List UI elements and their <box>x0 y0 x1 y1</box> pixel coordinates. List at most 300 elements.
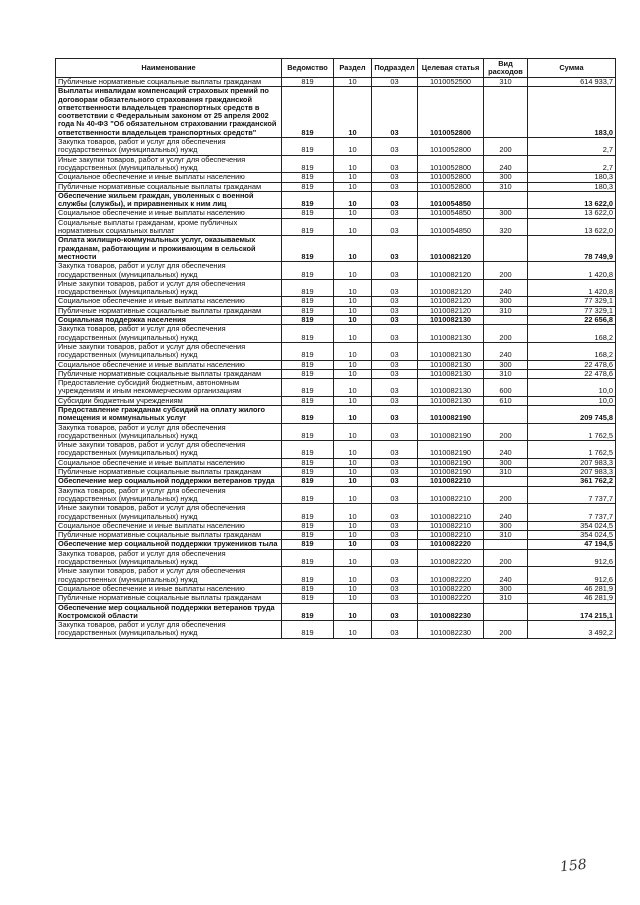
cell-celevaya-statya: 1010082230 <box>418 621 484 639</box>
cell-vid-rashodov: 200 <box>484 325 528 343</box>
cell-vedomstvo: 819 <box>282 603 334 621</box>
cell-podrazdel: 03 <box>372 594 418 603</box>
cell-celevaya-statya: 1010082210 <box>418 477 484 486</box>
cell-razdel: 10 <box>334 584 372 593</box>
cell-razdel: 10 <box>334 531 372 540</box>
table-row <box>56 423 616 441</box>
cell-podrazdel: 03 <box>372 262 418 280</box>
cell-podrazdel: 03 <box>372 584 418 593</box>
cell-vid-rashodov: 240 <box>484 567 528 585</box>
cell-summa: 46 281,9 <box>528 584 616 593</box>
cell-celevaya-statya: 1010054850 <box>418 191 484 209</box>
cell-vid-rashodov <box>484 477 528 486</box>
cell-vid-rashodov <box>484 316 528 325</box>
cell-name: Закупка товаров, работ и услуг для обеспечения государственных (муниципальных) нужд <box>56 138 282 156</box>
cell-name: Обеспечение мер социальной поддержки ветеранов труда Костромской области <box>56 603 282 621</box>
cell-vedomstvo: 819 <box>282 306 334 315</box>
cell-vedomstvo: 819 <box>282 342 334 360</box>
cell-celevaya-statya: 1010082130 <box>418 379 484 397</box>
table-row <box>56 325 616 343</box>
table-row <box>56 379 616 397</box>
cell-celevaya-statya: 1010052800 <box>418 155 484 173</box>
cell-vedomstvo: 819 <box>282 209 334 218</box>
cell-name: Социальное обеспечение и иные выплаты населению <box>56 297 282 306</box>
cell-summa: 46 281,9 <box>528 594 616 603</box>
table-row <box>56 504 616 522</box>
cell-vid-rashodov: 240 <box>484 279 528 297</box>
cell-razdel: 10 <box>334 342 372 360</box>
cell-celevaya-statya: 1010082120 <box>418 306 484 315</box>
table-row <box>56 540 616 549</box>
cell-vedomstvo: 819 <box>282 316 334 325</box>
cell-vid-rashodov: 310 <box>484 182 528 191</box>
cell-razdel: 10 <box>334 540 372 549</box>
cell-razdel: 10 <box>334 87 372 138</box>
cell-name: Оплата жилищно-коммунальных услуг, оказываемых гражданам, работающим и проживающим в сельской местности <box>56 236 282 262</box>
cell-summa: 13 622,0 <box>528 191 616 209</box>
table-row <box>56 306 616 315</box>
cell-celevaya-statya: 1010082210 <box>418 504 484 522</box>
table-row <box>56 191 616 209</box>
cell-razdel: 10 <box>334 306 372 315</box>
cell-summa: 2,7 <box>528 138 616 156</box>
header-celevaya-statya: Целевая статья <box>418 59 484 78</box>
cell-celevaya-statya: 1010082210 <box>418 531 484 540</box>
table-row <box>56 549 616 567</box>
table-row <box>56 262 616 280</box>
cell-celevaya-statya: 1010082120 <box>418 279 484 297</box>
cell-name: Публичные нормативные социальные выплаты гражданам <box>56 468 282 477</box>
cell-celevaya-statya: 1010082210 <box>418 521 484 530</box>
cell-vid-rashodov: 240 <box>484 155 528 173</box>
cell-summa: 7 737,7 <box>528 486 616 504</box>
cell-vid-rashodov: 200 <box>484 262 528 280</box>
cell-podrazdel: 03 <box>372 540 418 549</box>
cell-vid-rashodov: 320 <box>484 218 528 236</box>
table-row <box>56 155 616 173</box>
cell-podrazdel: 03 <box>372 521 418 530</box>
cell-podrazdel: 03 <box>372 603 418 621</box>
cell-vid-rashodov: 240 <box>484 342 528 360</box>
cell-vedomstvo: 819 <box>282 360 334 369</box>
cell-vedomstvo: 819 <box>282 594 334 603</box>
cell-summa: 180,3 <box>528 182 616 191</box>
cell-name: Социальное обеспечение и иные выплаты населению <box>56 173 282 182</box>
cell-summa: 78 749,9 <box>528 236 616 262</box>
cell-summa: 1 420,8 <box>528 262 616 280</box>
cell-vedomstvo: 819 <box>282 396 334 405</box>
cell-celevaya-statya: 1010052800 <box>418 182 484 191</box>
cell-name: Закупка товаров, работ и услуг для обеспечения государственных (муниципальных) нужд <box>56 549 282 567</box>
cell-podrazdel: 03 <box>372 87 418 138</box>
cell-celevaya-statya: 1010082220 <box>418 584 484 593</box>
cell-razdel: 10 <box>334 191 372 209</box>
table-row <box>56 458 616 467</box>
table-row <box>56 173 616 182</box>
cell-name: Иные закупки товаров, работ и услуг для обеспечения государственных (муниципальных) нужд <box>56 567 282 585</box>
table-header-row <box>56 59 616 78</box>
cell-vid-rashodov <box>484 236 528 262</box>
cell-vedomstvo: 819 <box>282 87 334 138</box>
cell-name: Предоставление гражданам субсидий на оплату жилого помещения и коммунальных услуг <box>56 405 282 423</box>
cell-vedomstvo: 819 <box>282 621 334 639</box>
cell-vedomstvo: 819 <box>282 379 334 397</box>
header-name: Наименование <box>56 59 282 78</box>
cell-podrazdel: 03 <box>372 369 418 378</box>
cell-vid-rashodov: 300 <box>484 209 528 218</box>
cell-name: Иные закупки товаров, работ и услуг для обеспечения государственных (муниципальных) нужд <box>56 279 282 297</box>
cell-vedomstvo: 819 <box>282 236 334 262</box>
cell-razdel: 10 <box>334 209 372 218</box>
cell-vedomstvo: 819 <box>282 531 334 540</box>
cell-name: Иные закупки товаров, работ и услуг для обеспечения государственных (муниципальных) нужд <box>56 504 282 522</box>
cell-summa: 174 215,1 <box>528 603 616 621</box>
cell-name: Обеспечение мер социальной поддержки тружеников тыла <box>56 540 282 549</box>
cell-vedomstvo: 819 <box>282 549 334 567</box>
cell-razdel: 10 <box>334 218 372 236</box>
cell-vedomstvo: 819 <box>282 486 334 504</box>
cell-vid-rashodov: 300 <box>484 360 528 369</box>
cell-podrazdel: 03 <box>372 396 418 405</box>
cell-celevaya-statya: 1010082190 <box>418 423 484 441</box>
cell-podrazdel: 03 <box>372 155 418 173</box>
cell-vid-rashodov: 300 <box>484 584 528 593</box>
cell-summa: 13 622,0 <box>528 209 616 218</box>
cell-podrazdel: 03 <box>372 306 418 315</box>
cell-summa: 13 622,0 <box>528 218 616 236</box>
cell-vedomstvo: 819 <box>282 540 334 549</box>
cell-summa: 912,6 <box>528 549 616 567</box>
cell-summa: 77 329,1 <box>528 306 616 315</box>
table-row <box>56 477 616 486</box>
cell-vid-rashodov: 200 <box>484 549 528 567</box>
cell-razdel: 10 <box>334 441 372 459</box>
cell-vedomstvo: 819 <box>282 191 334 209</box>
cell-razdel: 10 <box>334 297 372 306</box>
cell-celevaya-statya: 1010082220 <box>418 594 484 603</box>
table-row <box>56 405 616 423</box>
cell-name: Иные закупки товаров, работ и услуг для обеспечения государственных (муниципальных) нужд <box>56 342 282 360</box>
table-row <box>56 468 616 477</box>
cell-vedomstvo: 819 <box>282 468 334 477</box>
cell-name: Публичные нормативные социальные выплаты гражданам <box>56 306 282 315</box>
cell-razdel: 10 <box>334 262 372 280</box>
cell-name: Закупка товаров, работ и услуг для обеспечения государственных (муниципальных) нужд <box>56 621 282 639</box>
cell-podrazdel: 03 <box>372 297 418 306</box>
table-row <box>56 360 616 369</box>
cell-razdel: 10 <box>334 486 372 504</box>
table-row <box>56 297 616 306</box>
header-vedomstvo: Ведомство <box>282 59 334 78</box>
cell-name: Закупка товаров, работ и услуг для обеспечения государственных (муниципальных) нужд <box>56 262 282 280</box>
cell-vedomstvo: 819 <box>282 458 334 467</box>
cell-summa: 209 745,8 <box>528 405 616 423</box>
cell-vid-rashodov: 200 <box>484 486 528 504</box>
cell-summa: 77 329,1 <box>528 297 616 306</box>
cell-podrazdel: 03 <box>372 441 418 459</box>
cell-summa: 22 478,6 <box>528 369 616 378</box>
cell-vedomstvo: 819 <box>282 325 334 343</box>
cell-razdel: 10 <box>334 369 372 378</box>
cell-name: Иные закупки товаров, работ и услуг для обеспечения государственных (муниципальных) нужд <box>56 155 282 173</box>
cell-vedomstvo: 819 <box>282 173 334 182</box>
table-row <box>56 218 616 236</box>
cell-podrazdel: 03 <box>372 549 418 567</box>
cell-summa: 10,0 <box>528 379 616 397</box>
cell-podrazdel: 03 <box>372 191 418 209</box>
cell-name: Публичные нормативные социальные выплаты гражданам <box>56 182 282 191</box>
cell-summa: 614 933,7 <box>528 78 616 87</box>
cell-razdel: 10 <box>334 423 372 441</box>
cell-razdel: 10 <box>334 360 372 369</box>
cell-summa: 361 762,2 <box>528 477 616 486</box>
cell-summa: 354 024,5 <box>528 531 616 540</box>
cell-podrazdel: 03 <box>372 379 418 397</box>
cell-vid-rashodov: 300 <box>484 458 528 467</box>
cell-celevaya-statya: 1010082190 <box>418 468 484 477</box>
cell-celevaya-statya: 1010082130 <box>418 342 484 360</box>
table-row <box>56 209 616 218</box>
cell-vid-rashodov: 610 <box>484 396 528 405</box>
cell-podrazdel: 03 <box>372 182 418 191</box>
cell-vedomstvo: 819 <box>282 218 334 236</box>
cell-vid-rashodov <box>484 603 528 621</box>
cell-summa: 47 194,5 <box>528 540 616 549</box>
cell-name: Закупка товаров, работ и услуг для обеспечения государственных (муниципальных) нужд <box>56 325 282 343</box>
cell-razdel: 10 <box>334 521 372 530</box>
cell-celevaya-statya: 1010082120 <box>418 297 484 306</box>
table-row <box>56 342 616 360</box>
cell-name: Иные закупки товаров, работ и услуг для обеспечения государственных (муниципальных) нужд <box>56 441 282 459</box>
table-row <box>56 279 616 297</box>
cell-vid-rashodov: 300 <box>484 173 528 182</box>
cell-podrazdel: 03 <box>372 405 418 423</box>
cell-celevaya-statya: 1010052500 <box>418 78 484 87</box>
table-row <box>56 531 616 540</box>
cell-vid-rashodov: 240 <box>484 441 528 459</box>
cell-podrazdel: 03 <box>372 342 418 360</box>
cell-vedomstvo: 819 <box>282 504 334 522</box>
cell-podrazdel: 03 <box>372 236 418 262</box>
cell-celevaya-statya: 1010082130 <box>418 369 484 378</box>
table-row <box>56 441 616 459</box>
cell-name: Социальное обеспечение и иные выплаты населению <box>56 584 282 593</box>
cell-name: Публичные нормативные социальные выплаты гражданам <box>56 369 282 378</box>
cell-name: Обеспечение мер социальной поддержки ветеранов труда <box>56 477 282 486</box>
cell-celevaya-statya: 1010082220 <box>418 567 484 585</box>
cell-celevaya-statya: 1010082190 <box>418 458 484 467</box>
cell-celevaya-statya: 1010082210 <box>418 486 484 504</box>
cell-podrazdel: 03 <box>372 504 418 522</box>
cell-razdel: 10 <box>334 594 372 603</box>
table-row <box>56 138 616 156</box>
handwritten-page-number: 158 <box>559 856 588 876</box>
cell-vedomstvo: 819 <box>282 182 334 191</box>
cell-vedomstvo: 819 <box>282 138 334 156</box>
table-row <box>56 78 616 87</box>
cell-podrazdel: 03 <box>372 531 418 540</box>
table-row <box>56 603 616 621</box>
cell-vedomstvo: 819 <box>282 423 334 441</box>
cell-razdel: 10 <box>334 325 372 343</box>
cell-summa: 7 737,7 <box>528 504 616 522</box>
cell-podrazdel: 03 <box>372 567 418 585</box>
cell-celevaya-statya: 1010052800 <box>418 138 484 156</box>
cell-name: Публичные нормативные социальные выплаты гражданам <box>56 531 282 540</box>
table-row <box>56 396 616 405</box>
cell-vid-rashodov: 300 <box>484 297 528 306</box>
cell-vedomstvo: 819 <box>282 477 334 486</box>
cell-celevaya-statya: 1010052800 <box>418 173 484 182</box>
cell-vedomstvo: 819 <box>282 405 334 423</box>
cell-vedomstvo: 819 <box>282 369 334 378</box>
cell-vid-rashodov: 310 <box>484 468 528 477</box>
cell-name: Закупка товаров, работ и услуг для обеспечения государственных (муниципальных) нужд <box>56 423 282 441</box>
table-row <box>56 316 616 325</box>
cell-name: Социальное обеспечение и иные выплаты населению <box>56 209 282 218</box>
cell-celevaya-statya: 1010082130 <box>418 316 484 325</box>
cell-podrazdel: 03 <box>372 458 418 467</box>
cell-celevaya-statya: 1010082190 <box>418 405 484 423</box>
cell-name: Предоставление субсидий бюджетным, автономным учреждениям и иным некоммерческим организациям <box>56 379 282 397</box>
table-row <box>56 567 616 585</box>
cell-vedomstvo: 819 <box>282 521 334 530</box>
cell-celevaya-statya: 1010082120 <box>418 262 484 280</box>
cell-summa: 183,0 <box>528 87 616 138</box>
table-row <box>56 87 616 138</box>
cell-razdel: 10 <box>334 138 372 156</box>
table-row <box>56 621 616 639</box>
cell-vid-rashodov: 310 <box>484 306 528 315</box>
cell-summa: 207 983,3 <box>528 468 616 477</box>
cell-vedomstvo: 819 <box>282 441 334 459</box>
cell-podrazdel: 03 <box>372 173 418 182</box>
cell-celevaya-statya: 1010054850 <box>418 218 484 236</box>
cell-summa: 1 762,5 <box>528 423 616 441</box>
cell-summa: 168,2 <box>528 342 616 360</box>
cell-razdel: 10 <box>334 567 372 585</box>
cell-razdel: 10 <box>334 396 372 405</box>
cell-razdel: 10 <box>334 621 372 639</box>
cell-celevaya-statya: 1010082130 <box>418 325 484 343</box>
cell-name: Обеспечение жильем граждан, уволенных с военной службы (службы), и приравненных к ним лиц <box>56 191 282 209</box>
cell-summa: 3 492,2 <box>528 621 616 639</box>
cell-summa: 180,3 <box>528 173 616 182</box>
cell-summa: 912,6 <box>528 567 616 585</box>
cell-vid-rashodov <box>484 191 528 209</box>
cell-razdel: 10 <box>334 173 372 182</box>
cell-name: Выплаты инвалидам компенсаций страховых премий по договорам обязательного страхования гражданской ответственности владельцев транспортных средств в соответствии с Федеральным законом от 25 апреля 2002 года № 40-ФЗ "Об обязательном страховании гражданской ответственности владельцев транспортных средств" <box>56 87 282 138</box>
cell-vedomstvo: 819 <box>282 155 334 173</box>
cell-celevaya-statya: 1010082120 <box>418 236 484 262</box>
cell-vid-rashodov: 310 <box>484 531 528 540</box>
cell-vedomstvo: 819 <box>282 279 334 297</box>
cell-name: Публичные нормативные социальные выплаты гражданам <box>56 78 282 87</box>
budget-table <box>55 58 616 639</box>
cell-celevaya-statya: 1010082220 <box>418 549 484 567</box>
cell-vedomstvo: 819 <box>282 567 334 585</box>
table-row <box>56 521 616 530</box>
cell-vedomstvo: 819 <box>282 262 334 280</box>
cell-summa: 207 983,3 <box>528 458 616 467</box>
cell-summa: 10,0 <box>528 396 616 405</box>
cell-vid-rashodov: 310 <box>484 594 528 603</box>
cell-podrazdel: 03 <box>372 423 418 441</box>
cell-name: Социальные выплаты гражданам, кроме публичных нормативных социальных выплат <box>56 218 282 236</box>
cell-razdel: 10 <box>334 504 372 522</box>
cell-vedomstvo: 819 <box>282 584 334 593</box>
cell-celevaya-statya: 1010082220 <box>418 540 484 549</box>
table-body <box>56 78 616 639</box>
cell-name: Социальное обеспечение и иные выплаты населению <box>56 521 282 530</box>
cell-razdel: 10 <box>334 78 372 87</box>
table-row <box>56 236 616 262</box>
header-summa: Сумма <box>528 59 616 78</box>
cell-summa: 2,7 <box>528 155 616 173</box>
cell-vid-rashodov: 200 <box>484 138 528 156</box>
cell-summa: 354 024,5 <box>528 521 616 530</box>
cell-razdel: 10 <box>334 182 372 191</box>
cell-name: Закупка товаров, работ и услуг для обеспечения государственных (муниципальных) нужд <box>56 486 282 504</box>
cell-vedomstvo: 819 <box>282 78 334 87</box>
table-row <box>56 182 616 191</box>
cell-name: Социальное обеспечение и иные выплаты населению <box>56 360 282 369</box>
header-podrazdel: Подраздел <box>372 59 418 78</box>
cell-summa: 22 478,6 <box>528 360 616 369</box>
cell-podrazdel: 03 <box>372 78 418 87</box>
cell-summa: 168,2 <box>528 325 616 343</box>
cell-podrazdel: 03 <box>372 477 418 486</box>
cell-vid-rashodov <box>484 540 528 549</box>
cell-vid-rashodov: 200 <box>484 423 528 441</box>
cell-vid-rashodov: 310 <box>484 369 528 378</box>
cell-vid-rashodov <box>484 87 528 138</box>
cell-vid-rashodov: 240 <box>484 504 528 522</box>
cell-name: Социальная поддержка населения <box>56 316 282 325</box>
cell-razdel: 10 <box>334 405 372 423</box>
header-vid-rashodov: Вид расходов <box>484 59 528 78</box>
cell-podrazdel: 03 <box>372 209 418 218</box>
cell-podrazdel: 03 <box>372 360 418 369</box>
cell-vid-rashodov: 300 <box>484 521 528 530</box>
cell-razdel: 10 <box>334 316 372 325</box>
cell-celevaya-statya: 1010082190 <box>418 441 484 459</box>
table-row <box>56 486 616 504</box>
cell-celevaya-statya: 1010082130 <box>418 360 484 369</box>
cell-vid-rashodov: 600 <box>484 379 528 397</box>
cell-razdel: 10 <box>334 236 372 262</box>
cell-podrazdel: 03 <box>372 325 418 343</box>
cell-name: Субсидии бюджетным учреждениям <box>56 396 282 405</box>
cell-razdel: 10 <box>334 549 372 567</box>
cell-razdel: 10 <box>334 458 372 467</box>
cell-vid-rashodov <box>484 405 528 423</box>
cell-summa: 1 762,5 <box>528 441 616 459</box>
cell-podrazdel: 03 <box>372 138 418 156</box>
cell-celevaya-statya: 1010082130 <box>418 396 484 405</box>
cell-podrazdel: 03 <box>372 621 418 639</box>
header-razdel: Раздел <box>334 59 372 78</box>
cell-summa: 22 656,8 <box>528 316 616 325</box>
cell-vid-rashodov: 310 <box>484 78 528 87</box>
cell-razdel: 10 <box>334 603 372 621</box>
cell-podrazdel: 03 <box>372 468 418 477</box>
cell-razdel: 10 <box>334 477 372 486</box>
cell-podrazdel: 03 <box>372 218 418 236</box>
cell-razdel: 10 <box>334 468 372 477</box>
cell-podrazdel: 03 <box>372 486 418 504</box>
cell-razdel: 10 <box>334 279 372 297</box>
